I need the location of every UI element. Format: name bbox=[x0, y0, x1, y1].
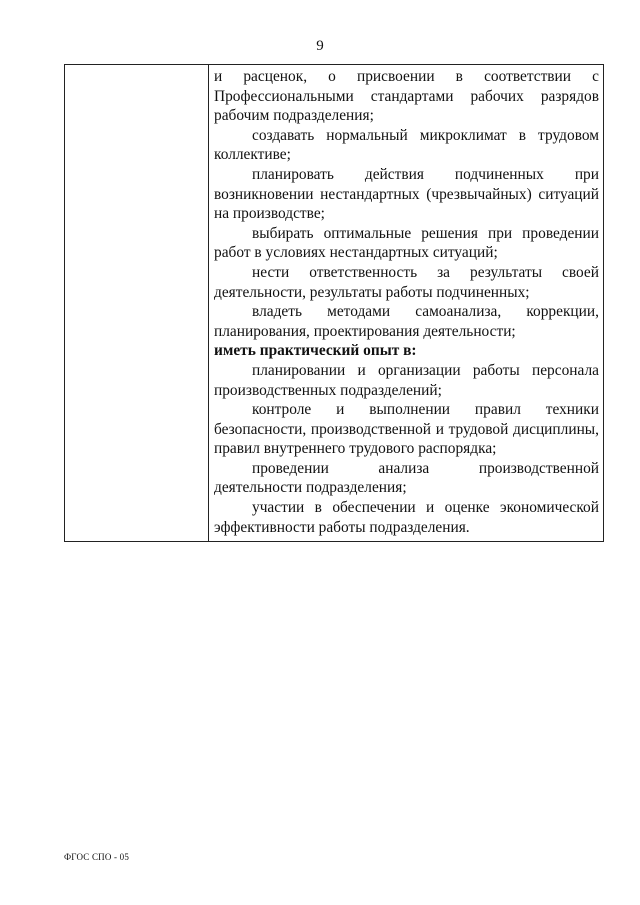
table-left-cell bbox=[65, 65, 209, 541]
paragraph: проведении анализа производственной деятельности подразделения; bbox=[214, 459, 599, 497]
paragraph: владеть методами самоанализа, коррекции, планирования, проектирования деятельности; bbox=[214, 303, 599, 340]
paragraph: нести ответственность за результаты своей деятельности, результаты работы подчиненных; bbox=[214, 263, 599, 301]
table-right-cell bbox=[209, 65, 603, 541]
paragraph: и расценок, о присвоении в соответствии с Профессиональными стандартами рабочих разрядов рабочим подразделения; bbox=[214, 68, 599, 125]
section-heading: иметь практический опыт в: bbox=[214, 342, 417, 360]
footer-label: ФГОС СПО - 05 bbox=[64, 852, 130, 862]
paragraph: участии в обеспечении и оценке экономической эффективности работы подразделения. bbox=[214, 499, 599, 536]
page-number: 9 bbox=[316, 38, 324, 54]
paragraph: планировать действия подчиненных при возникновении нестандартных (чрезвычайных) ситуаций на производстве; bbox=[214, 165, 599, 223]
paragraph: планировании и организации работы персонала производственных подразделений; bbox=[214, 361, 599, 399]
paragraph: контроле и выполнении правил техники безопасности, производственной и трудовой дисциплины, правил внутреннего трудового распорядка; bbox=[214, 401, 599, 458]
paragraph: создавать нормальный микроклимат в трудовом коллективе; bbox=[214, 126, 599, 164]
paragraph: выбирать оптимальные решения при проведении работ в условиях нестандартных ситуаций; bbox=[214, 224, 599, 262]
competency-table bbox=[64, 64, 604, 542]
